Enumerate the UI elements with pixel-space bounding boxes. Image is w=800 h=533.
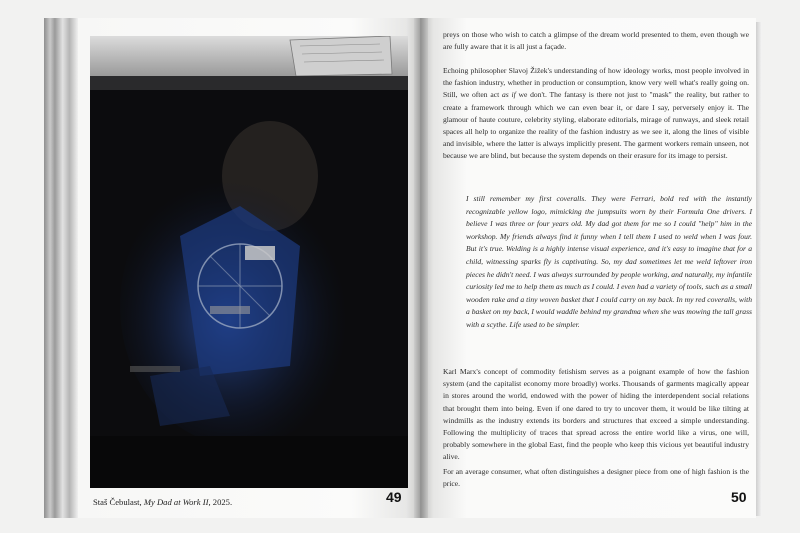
sheet-reflection: [290, 36, 392, 76]
caption-author: Staš Čebulast,: [93, 497, 144, 507]
paragraph-zizek-part-a: Echoing philosopher Slavoj Žižek's understanding of how ideology works, most people involved in the fashion industry, whether in production or consumption, know very well what's really going on. Still, we often act: [443, 66, 749, 100]
book-gutter: [414, 18, 428, 518]
page-number-right: 50: [731, 489, 747, 505]
machine-part-bright: [245, 246, 275, 260]
ceiling-band: [90, 76, 408, 90]
photograph-my-dad-at-work: [90, 36, 408, 488]
caption-title: My Dad at Work II: [143, 497, 209, 507]
paragraph-price: For an average consumer, what often distinguishes a designer piece from one of high fashion is the price.: [443, 467, 749, 489]
workbench-bar: [130, 366, 180, 372]
photo-caption: [93, 497, 232, 507]
paragraph-zizek-emphasis: as if: [501, 90, 516, 100]
book-page-edges-left: [44, 18, 78, 518]
paragraph-marx: Karl Marx's concept of commodity fetishism serves as a poignant example of how the fashion system (and the capitalist economy more broadly) works. Thousands of garments magically appear in stores around the world, endowed with the power of hiding the interdependent social relations that brought them into being. Even if one dared to try to uncover them, it would be like tilting at windmills as the industry extends its borders and structures that exceed a simple understanding. Following the multiplicity of traces that spread across the entire world like a virus, one will, probably somewhere in the global East, find the people who keep this vicious yet beautiful industry alive.: [443, 367, 749, 462]
caption-year: , 2025.: [208, 497, 233, 507]
paragraph-zizek: [443, 65, 749, 163]
personal-quote: I still remember my first coveralls. They were Ferrari, bold red with the instantly recognizable yellow logo, mimicking the jumpsuits worn by their Formula One drivers. I believe I was three or four years old. My dad got them for me so I could "help" him in the workshop. My friends always find it funny when I tell them I used to weld when I was four. But it's true. Welding is a highly intense visual experience, and it's easy to imagine that for a child, witnessing sparks fly is captivating. So, my dad sometimes let me weld leftover iron pieces he didn't need. I was always surrounded by people working, and naturally, my infantile curiosity led me to help them as much as I could. I even had a variety of tools, such as a small wooden rake and a tiny woven basket that I could carry on my back. In my red coveralls, with a basket on my back, I would waddle behind my grandma when she was mowing the tall grass with a scythe. Life used to be simpler.: [466, 194, 753, 329]
page-number-left: 49: [386, 489, 402, 505]
photo-artwork: [90, 36, 408, 488]
paragraph-facade: preys on those who wish to catch a glimpse of the dream world presented to them, even though we are fully aware that it is all just a façade.: [443, 30, 749, 52]
book-page-edges-right: [756, 22, 762, 516]
paragraph-zizek-part-b: we don't. The fantasy is there not just to "mask" the reality, but rather to create a framework through which we can even bear it, or dare I say, perversely enjoy it. The glamour of haute couture, celebrity styling, elaborate editorials, mirage of runways, and sleek retail spaces all help to organize the reality of the fashion industry as we see it, along the lines of visible and invisible, where the latter is always implicitly present. The garment workers remain unseen, not because we are blind, but because the system depends on their erasure for its image to persist.: [443, 90, 749, 161]
